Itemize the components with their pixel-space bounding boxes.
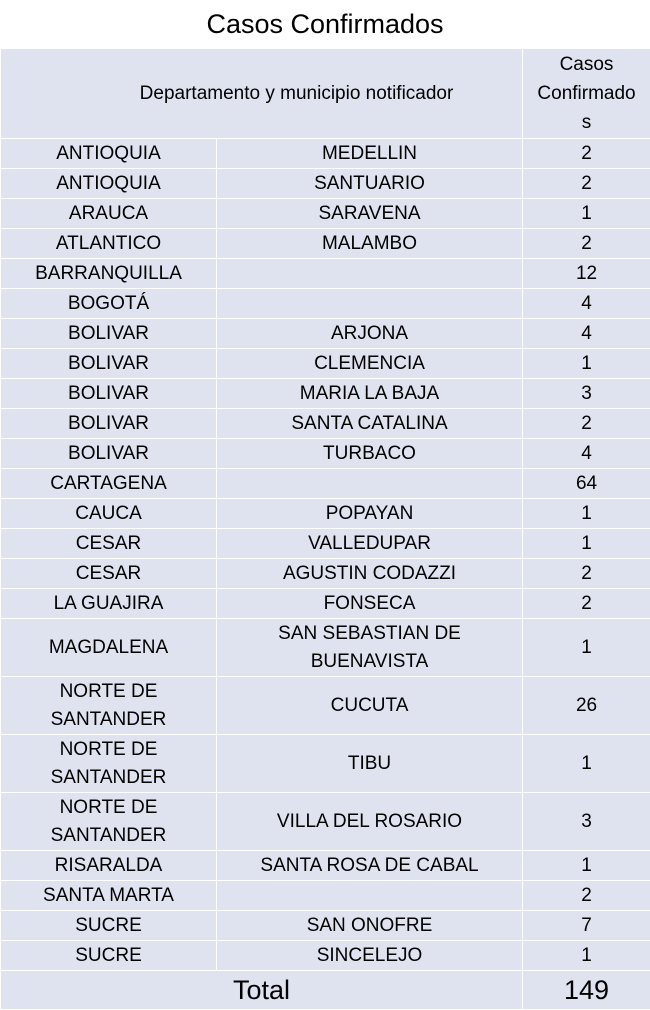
location-header: [1, 49, 523, 139]
municipality-cell: TURBACO: [217, 439, 523, 469]
table-row: [1, 941, 650, 971]
cases-cell: 1: [523, 199, 650, 229]
municipality-cell: AGUSTIN CODAZZI: [217, 559, 523, 589]
table-row: [1, 439, 650, 469]
municipality-cell: SANTA ROSA DE CABAL: [217, 851, 523, 881]
total-row: [1, 971, 650, 1010]
department-cell: BARRANQUILLA: [1, 259, 217, 289]
cases-cell: 3: [523, 379, 650, 409]
table-header-row: [1, 49, 650, 139]
cases-cell: 1: [523, 851, 650, 881]
cases-cell: 4: [523, 439, 650, 469]
cases-cell: 64: [523, 469, 650, 499]
municipality-cell: [217, 881, 523, 911]
department-cell: ATLANTICO: [1, 229, 217, 259]
table-row: [1, 169, 650, 199]
table-row: [1, 289, 650, 319]
municipality-cell: SANTA CATALINA: [217, 409, 523, 439]
location-header-label: Departamento y municipio notificador: [140, 83, 454, 104]
table-row: [1, 851, 650, 881]
cases-cell: 2: [523, 409, 650, 439]
cases-table: [0, 48, 650, 1010]
cases-cell: 1: [523, 499, 650, 529]
cases-cell: 1: [523, 529, 650, 559]
table-row: [1, 229, 650, 259]
cases-cell: 2: [523, 559, 650, 589]
table-row: [1, 735, 650, 793]
cases-cell: 1: [523, 619, 650, 677]
table-row: [1, 139, 650, 169]
department-cell: NORTE DE SANTANDER: [1, 677, 217, 735]
cases-header-line: Confirmado: [537, 83, 635, 104]
cases-cell: 3: [523, 793, 650, 851]
municipality-cell: SANTUARIO: [217, 169, 523, 199]
municipality-cell: FONSECA: [217, 589, 523, 619]
municipality-cell: CLEMENCIA: [217, 349, 523, 379]
municipality-cell: MARIA LA BAJA: [217, 379, 523, 409]
department-cell: CARTAGENA: [1, 469, 217, 499]
table-row: [1, 677, 650, 735]
table-row: [1, 379, 650, 409]
cases-cell: 1: [523, 735, 650, 793]
page-title: Casos Confirmados: [0, 0, 650, 48]
table-row: [1, 589, 650, 619]
municipality-cell: POPAYAN: [217, 499, 523, 529]
municipality-cell: SAN SEBASTIAN DE BUENAVISTA: [217, 619, 523, 677]
total-value: 149: [523, 971, 650, 1010]
table-row: [1, 409, 650, 439]
table-row: [1, 259, 650, 289]
department-cell: ANTIOQUIA: [1, 169, 217, 199]
municipality-cell: ARJONA: [217, 319, 523, 349]
department-cell: LA GUAJIRA: [1, 589, 217, 619]
department-cell: RISARALDA: [1, 851, 217, 881]
total-label: Total: [1, 971, 523, 1010]
department-cell: BOLIVAR: [1, 379, 217, 409]
cases-cell: 2: [523, 139, 650, 169]
department-cell: SUCRE: [1, 941, 217, 971]
municipality-cell: [217, 259, 523, 289]
municipality-cell: VALLEDUPAR: [217, 529, 523, 559]
municipality-cell: SINCELEJO: [217, 941, 523, 971]
department-cell: BOLIVAR: [1, 439, 217, 469]
table-row: [1, 559, 650, 589]
municipality-cell: SARAVENA: [217, 199, 523, 229]
table-row: [1, 881, 650, 911]
cases-cell: 2: [523, 169, 650, 199]
municipality-cell: MALAMBO: [217, 229, 523, 259]
municipality-cell: [217, 289, 523, 319]
municipality-cell: TIBU: [217, 735, 523, 793]
table-row: [1, 793, 650, 851]
department-cell: BOGOTÁ: [1, 289, 217, 319]
department-cell: BOLIVAR: [1, 319, 217, 349]
cases-cell: 1: [523, 941, 650, 971]
cases-cell: 4: [523, 289, 650, 319]
cases-cell: 4: [523, 319, 650, 349]
department-cell: SANTA MARTA: [1, 881, 217, 911]
municipality-cell: CUCUTA: [217, 677, 523, 735]
cases-cell: 2: [523, 589, 650, 619]
table-row: [1, 199, 650, 229]
table-row: [1, 349, 650, 379]
department-cell: CESAR: [1, 529, 217, 559]
table-row: [1, 319, 650, 349]
cases-cell: 2: [523, 229, 650, 259]
department-cell: BOLIVAR: [1, 409, 217, 439]
municipality-cell: SAN ONOFRE: [217, 911, 523, 941]
department-cell: CESAR: [1, 559, 217, 589]
municipality-cell: [217, 469, 523, 499]
municipality-cell: VILLA DEL ROSARIO: [217, 793, 523, 851]
cases-cell: 7: [523, 911, 650, 941]
table-row: [1, 469, 650, 499]
department-cell: NORTE DE SANTANDER: [1, 735, 217, 793]
cases-cell: 12: [523, 259, 650, 289]
cases-header: [523, 49, 650, 139]
department-cell: BOLIVAR: [1, 349, 217, 379]
cases-cell: 26: [523, 677, 650, 735]
cases-cell: 2: [523, 881, 650, 911]
department-cell: ANTIOQUIA: [1, 139, 217, 169]
cases-header-line: s: [582, 112, 592, 133]
table-row: [1, 529, 650, 559]
municipality-cell: MEDELLIN: [217, 139, 523, 169]
department-cell: MAGDALENA: [1, 619, 217, 677]
cases-header-line: Casos: [560, 54, 614, 75]
department-cell: ARAUCA: [1, 199, 217, 229]
department-cell: NORTE DE SANTANDER: [1, 793, 217, 851]
table-row: [1, 619, 650, 677]
department-cell: CAUCA: [1, 499, 217, 529]
department-cell: SUCRE: [1, 911, 217, 941]
cases-cell: 1: [523, 349, 650, 379]
table-row: [1, 911, 650, 941]
table-row: [1, 499, 650, 529]
